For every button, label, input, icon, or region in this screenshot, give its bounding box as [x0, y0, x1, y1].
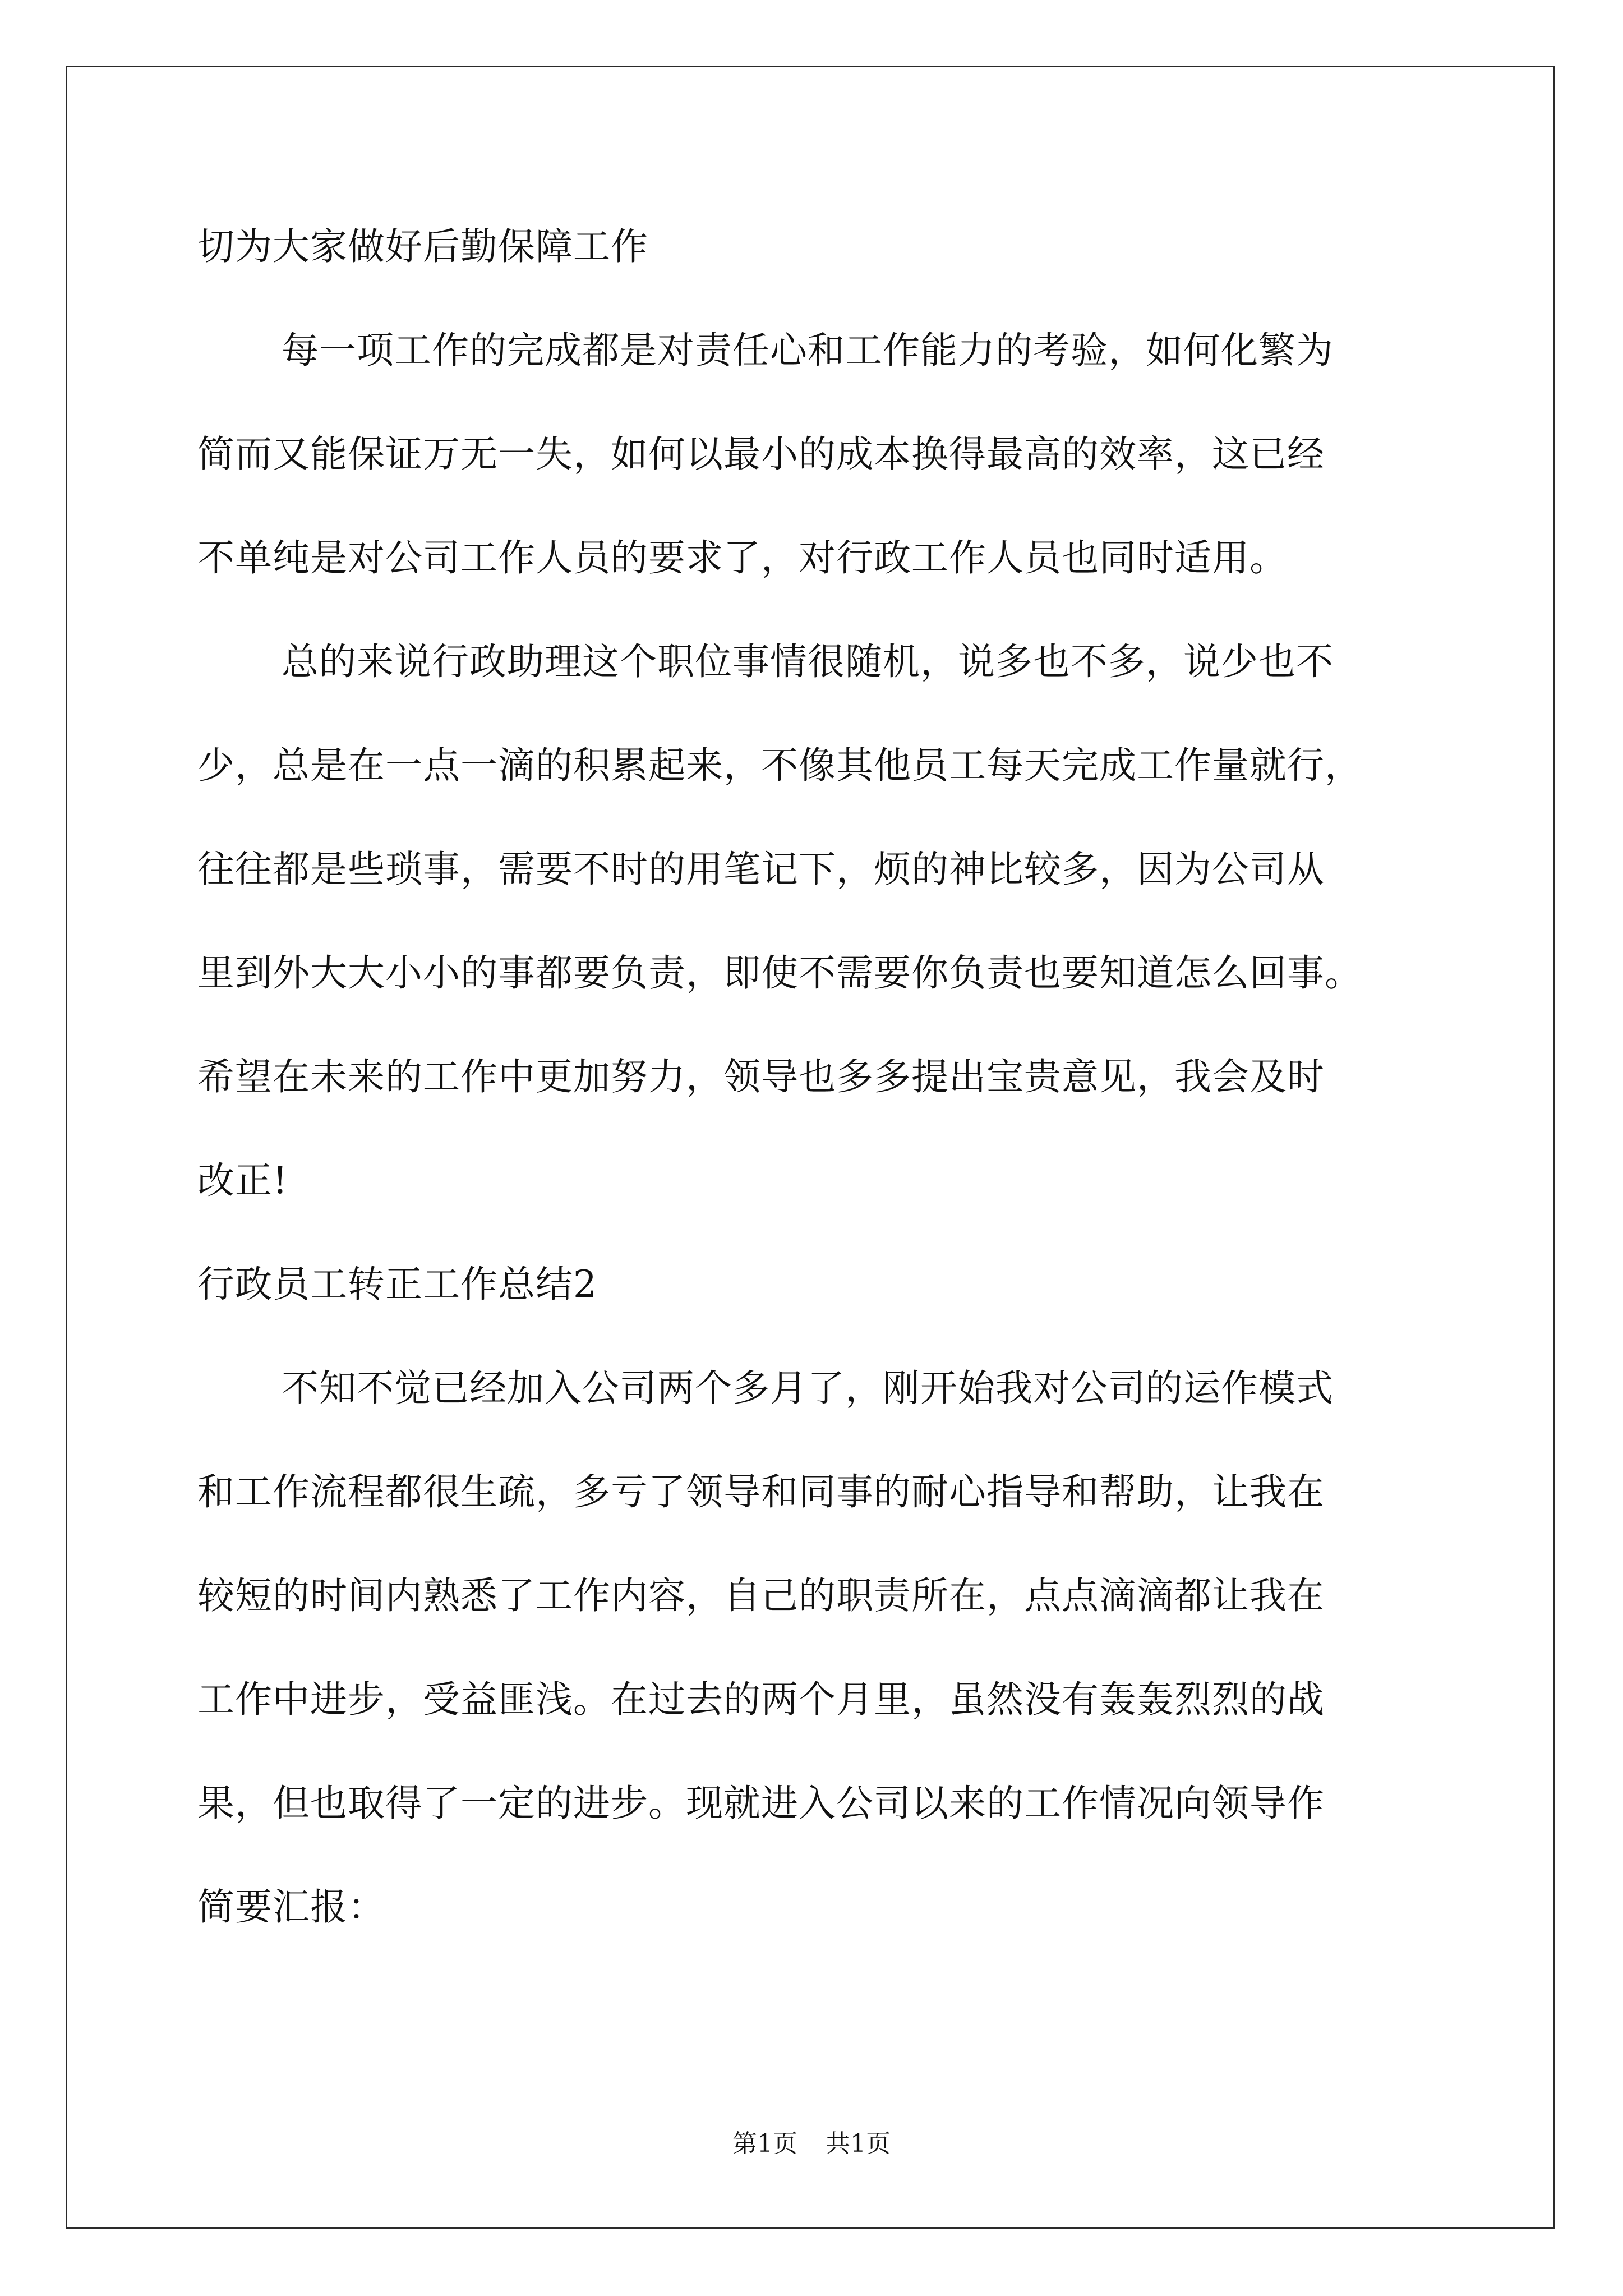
text-line: 不单纯是对公司工作人员的要求了，对行政工作人员也同时适用。 — [197, 536, 1287, 579]
text-line: 少，总是在一点一滴的积累起来，不像其他员工每天完成工作量就行， — [197, 744, 1362, 787]
text-line: 和工作流程都很生疏，多亏了领导和同事的耐心指导和帮助，让我在 — [197, 1470, 1325, 1513]
paragraph-line: 每一项工作的完成都是对责任心和工作能力的考验，如何化繁为 — [282, 329, 1334, 372]
section-heading: 行政员工转正工作总结2 — [197, 1263, 597, 1306]
text-line: 简要汇报： — [197, 1885, 385, 1929]
text-line: 往往都是些琐事，需要不时的用笔记下，烦的神比较多，因为公司从 — [197, 848, 1325, 891]
page-footer — [0, 2127, 1623, 2161]
text-line: 果，但也取得了一定的进步。现就进入公司以来的工作情况向领导作 — [197, 1782, 1325, 1825]
text-line: 较短的时间内熟悉了工作内容，自己的职责所在，点点滴滴都让我在 — [197, 1574, 1325, 1617]
text-line: 里到外大大小小的事都要负责，即使不需要你负责也要知道怎么回事。 — [197, 951, 1362, 995]
paragraph-line: 总的来说行政助理这个职位事情很随机，说多也不多，说少也不 — [282, 640, 1334, 683]
paragraph-line: 不知不觉已经加入公司两个多月了，刚开始我对公司的运作模式 — [282, 1366, 1334, 1410]
page-number: 第1页 — [732, 2129, 797, 2158]
text-line: 工作中进步，受益匪浅。在过去的两个月里，虽然没有轰轰烈烈的战 — [197, 1678, 1325, 1721]
text-line: 切为大家做好后勤保障工作 — [197, 225, 648, 268]
page-total: 共1页 — [826, 2129, 891, 2158]
text-line: 简而又能保证万无一失，如何以最小的成本换得最高的效率，这已经 — [197, 432, 1325, 476]
text-line: 希望在未来的工作中更加努力，领导也多多提出宝贵意见，我会及时 — [197, 1055, 1325, 1098]
text-line: 改正! — [197, 1159, 288, 1202]
